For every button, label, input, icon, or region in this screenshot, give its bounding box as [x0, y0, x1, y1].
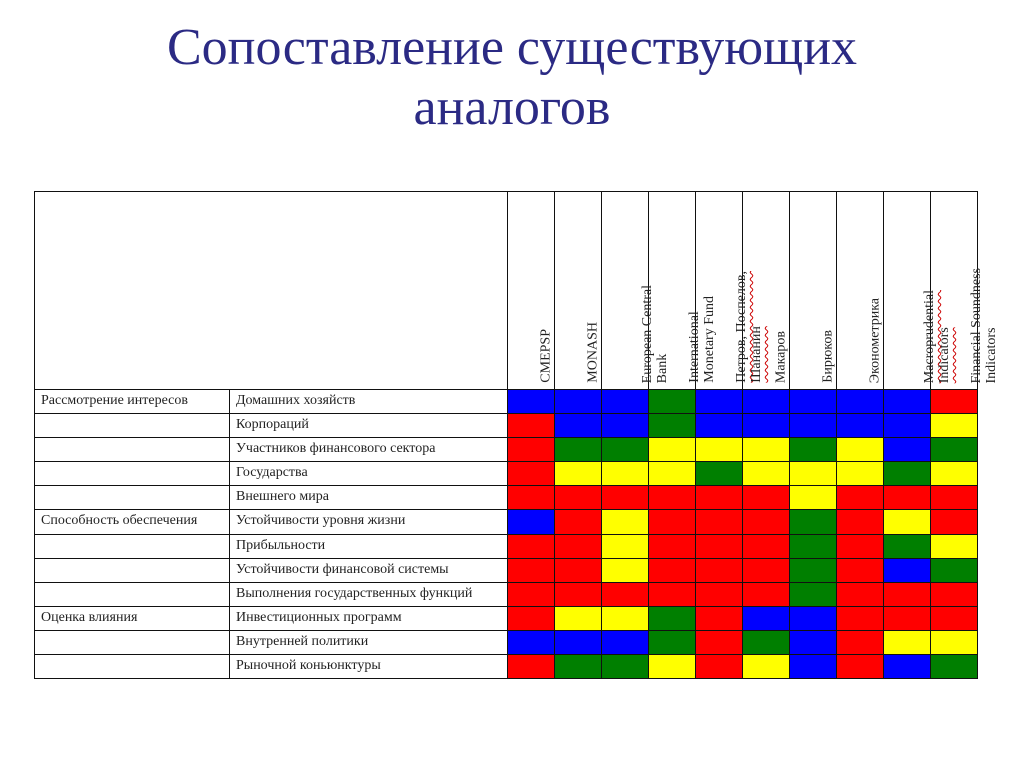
rating-cell: [931, 559, 978, 583]
rating-cell: [555, 655, 602, 679]
column-header: [555, 192, 602, 390]
rating-cell: [837, 486, 884, 510]
rating-cell: [696, 607, 743, 631]
column-header-label: MONASH: [585, 322, 601, 383]
column-header: [602, 192, 670, 390]
rating-cell: [649, 414, 696, 438]
rating-cell: [790, 655, 837, 679]
column-header-label: Эконометрика: [867, 297, 883, 383]
rating-cell: [931, 438, 978, 462]
rating-cell: [696, 510, 743, 534]
comparison-table: [34, 191, 999, 679]
rating-cell: [743, 438, 790, 462]
row-label: Корпораций: [230, 414, 508, 438]
rating-cell: [790, 390, 837, 414]
rating-cell: [555, 559, 602, 583]
row-group-label: [35, 462, 230, 486]
rating-cell: [508, 462, 555, 486]
column-header-label: Петров, Поспелов, Шананин: [734, 271, 764, 383]
rating-cell: [884, 462, 931, 486]
row-label: Внешнего мира: [230, 486, 508, 510]
rating-cell: [884, 535, 931, 559]
row-label: Выполнения государственных функций: [230, 583, 508, 607]
rating-cell: [508, 607, 555, 631]
row-label: Внутренней политики: [230, 631, 508, 655]
rating-cell: [790, 559, 837, 583]
row-group-label: [35, 655, 230, 679]
rating-cell: [649, 559, 696, 583]
column-header-label: Financial Soundness Indicators: [969, 267, 999, 383]
rating-cell: [508, 559, 555, 583]
rating-cell: [884, 510, 931, 534]
rating-cell: [555, 607, 602, 631]
rating-cell: [884, 655, 931, 679]
rating-cell: [696, 486, 743, 510]
row-label: Государства: [230, 462, 508, 486]
rating-cell: [696, 559, 743, 583]
slide-title: [0, 18, 1024, 138]
rating-cell: [837, 390, 884, 414]
rating-cell: [696, 535, 743, 559]
column-header: [508, 192, 555, 390]
rating-cell: [508, 583, 555, 607]
title-line-2: аналогов: [413, 79, 611, 136]
row-group-label: [35, 583, 230, 607]
rating-cell: [884, 438, 931, 462]
rating-cell: [790, 607, 837, 631]
row-group-label: [35, 438, 230, 462]
rating-cell: [696, 462, 743, 486]
rating-cell: [837, 510, 884, 534]
rating-cell: [602, 583, 649, 607]
rating-cell: [649, 583, 696, 607]
rating-cell: [602, 462, 649, 486]
rating-cell: [649, 535, 696, 559]
rating-cell: [508, 510, 555, 534]
rating-cell: [602, 655, 649, 679]
rating-cell: [649, 462, 696, 486]
rating-cell: [508, 390, 555, 414]
rating-cell: [555, 390, 602, 414]
rating-cell: [649, 486, 696, 510]
rating-cell: [837, 631, 884, 655]
rating-cell: [649, 607, 696, 631]
rating-cell: [884, 390, 931, 414]
rating-cell: [649, 510, 696, 534]
rating-cell: [696, 655, 743, 679]
row-group-label: [35, 486, 230, 510]
column-header-label: Макаров: [773, 330, 789, 383]
column-header: [884, 192, 952, 390]
column-header-label: CMEPSP: [538, 329, 554, 383]
rating-cell: [931, 607, 978, 631]
rating-cell: [837, 607, 884, 631]
rating-cell: [555, 414, 602, 438]
rating-cell: [555, 510, 602, 534]
column-header: [649, 192, 717, 390]
row-label: Инвестиционных программ: [230, 607, 508, 631]
rating-cell: [743, 655, 790, 679]
row-label: Устойчивости финансовой системы: [230, 559, 508, 583]
rating-cell: [837, 559, 884, 583]
column-header: [696, 192, 764, 390]
rating-cell: [790, 414, 837, 438]
column-header-label: Бирюков: [820, 330, 836, 383]
header-corner: [35, 192, 508, 390]
row-label: Домашних хозяйств: [230, 390, 508, 414]
column-header: [931, 192, 999, 390]
rating-cell: [649, 631, 696, 655]
rating-cell: [555, 462, 602, 486]
rating-cell: [884, 414, 931, 438]
row-label: Участников финансового сектора: [230, 438, 508, 462]
rating-cell: [602, 510, 649, 534]
rating-cell: [931, 462, 978, 486]
rating-cell: [696, 438, 743, 462]
row-group-label: [35, 559, 230, 583]
column-header-label: Macroprudential Indicators: [922, 289, 952, 383]
rating-cell: [602, 631, 649, 655]
rating-cell: [790, 535, 837, 559]
rating-cell: [931, 414, 978, 438]
title-line-1: Сопоставление существующих: [166, 19, 858, 76]
rating-cell: [649, 438, 696, 462]
rating-cell: [743, 559, 790, 583]
rating-cell: [837, 535, 884, 559]
rating-cell: [743, 414, 790, 438]
rating-cell: [837, 414, 884, 438]
rating-cell: [602, 486, 649, 510]
rating-cell: [743, 510, 790, 534]
rating-cell: [602, 559, 649, 583]
rating-cell: [696, 583, 743, 607]
row-group-label: Способность обеспечения: [35, 510, 230, 534]
rating-cell: [508, 486, 555, 510]
rating-cell: [555, 535, 602, 559]
rating-cell: [790, 438, 837, 462]
rating-cell: [931, 390, 978, 414]
column-header: [790, 192, 837, 390]
rating-cell: [837, 462, 884, 486]
rating-cell: [790, 631, 837, 655]
rating-cell: [743, 462, 790, 486]
rating-cell: [508, 631, 555, 655]
rating-cell: [602, 535, 649, 559]
rating-cell: [555, 631, 602, 655]
rating-cell: [743, 631, 790, 655]
rating-cell: [931, 486, 978, 510]
rating-cell: [696, 414, 743, 438]
rating-cell: [790, 583, 837, 607]
rating-cell: [602, 438, 649, 462]
rating-cell: [884, 607, 931, 631]
row-label: Рыночной коньюнктуры: [230, 655, 508, 679]
rating-cell: [602, 607, 649, 631]
row-label: Устойчивости уровня жизни: [230, 510, 508, 534]
row-group-label: [35, 535, 230, 559]
rating-cell: [555, 583, 602, 607]
column-header-label: European Central Bank: [640, 284, 670, 383]
rating-cell: [649, 390, 696, 414]
rating-cell: [790, 510, 837, 534]
row-group-label: Рассмотрение интересов: [35, 390, 230, 414]
rating-cell: [602, 390, 649, 414]
row-group-label: Оценка влияния: [35, 607, 230, 631]
rating-cell: [931, 535, 978, 559]
rating-cell: [931, 631, 978, 655]
rating-cell: [743, 390, 790, 414]
column-header: [743, 192, 790, 390]
rating-cell: [743, 583, 790, 607]
rating-cell: [790, 462, 837, 486]
rating-cell: [602, 414, 649, 438]
rating-cell: [884, 631, 931, 655]
row-group-label: [35, 631, 230, 655]
rating-cell: [743, 607, 790, 631]
rating-cell: [837, 438, 884, 462]
rating-cell: [931, 583, 978, 607]
rating-cell: [508, 414, 555, 438]
rating-cell: [649, 655, 696, 679]
rating-cell: [884, 486, 931, 510]
rating-cell: [837, 583, 884, 607]
rating-cell: [790, 486, 837, 510]
column-header: [837, 192, 884, 390]
rating-cell: [931, 655, 978, 679]
rating-cell: [508, 438, 555, 462]
column-header-label: International Monetary Fund: [687, 296, 717, 383]
rating-cell: [884, 583, 931, 607]
rating-cell: [931, 510, 978, 534]
rating-cell: [555, 438, 602, 462]
rating-cell: [508, 535, 555, 559]
rating-cell: [508, 655, 555, 679]
rating-cell: [696, 631, 743, 655]
rating-cell: [837, 655, 884, 679]
row-group-label: [35, 414, 230, 438]
row-label: Прибыльности: [230, 535, 508, 559]
rating-cell: [743, 486, 790, 510]
rating-cell: [696, 390, 743, 414]
rating-cell: [884, 559, 931, 583]
rating-cell: [555, 486, 602, 510]
rating-cell: [743, 535, 790, 559]
